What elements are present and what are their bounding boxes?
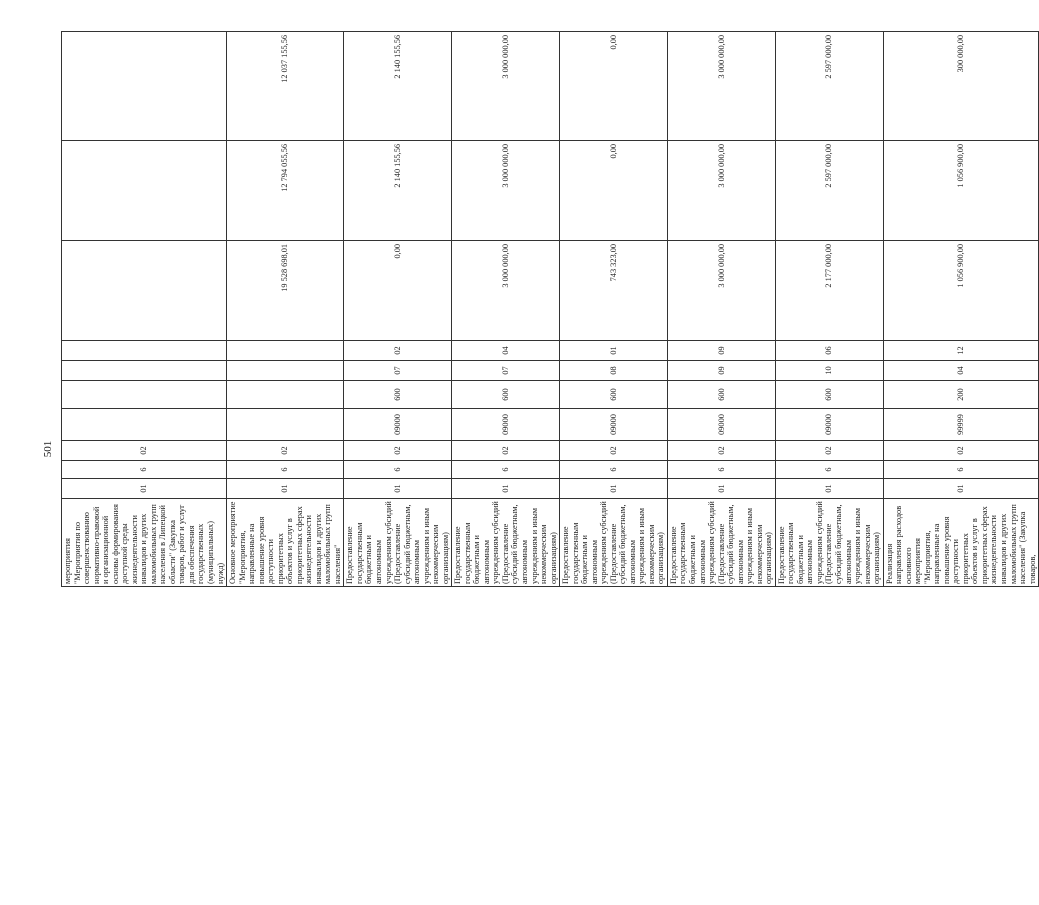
cell-description: Предоставление государственным бюджетным и автономным учреждениям субсидий (Предоставление субсидий бюджетным, автономным учреждениям и иным некоммерческим организациям) bbox=[344, 499, 452, 587]
cell-description: Основное мероприятие "Мероприятия, направленные на повышение уровня доступности приоритетных объектов и услуг в приоритетных сферах жизнедеятельности инвалидов и других маломобильных групп населения" bbox=[227, 499, 344, 587]
cell-value-1: 1 056 900,00 bbox=[883, 241, 1039, 341]
cell-code-1: 01 bbox=[883, 479, 1039, 499]
cell-code-1: 01 bbox=[452, 479, 560, 499]
cell-code-5: 600 bbox=[560, 381, 668, 409]
cell-description: Реализация направления расходов основного мероприятия "Мероприятия, направленные на повышение уровня доступности приоритетных объектов и услуг в приоритетных сферах жизнедеятельности инвалидов и других маломобильных групп населения" (Закупка товаров, bbox=[883, 499, 1039, 587]
cell-code-3: 02 bbox=[62, 441, 227, 461]
cell-description: мероприятия "Мероприятия по совершенствованию нормативно-правовой и организационной основы формирования доступной среды жизнедеятельности инвалидов и других маломобильных групп населения в Липецкой области" (Закупка товаров, работ и услуг для обеспечения государственных (муниципальных) нужд) bbox=[62, 499, 227, 587]
cell-code-5: 600 bbox=[667, 381, 775, 409]
cell-code-6 bbox=[62, 361, 227, 381]
cell-code-7: 09 bbox=[667, 341, 775, 361]
cell-code-4: 09000 bbox=[344, 409, 452, 441]
budget-table bbox=[61, 31, 1039, 587]
cell-code-7 bbox=[227, 341, 344, 361]
cell-code-2: 6 bbox=[62, 461, 227, 479]
cell-value-2: 3 000 000,00 bbox=[452, 141, 560, 241]
cell-code-6: 07 bbox=[344, 361, 452, 381]
cell-code-7: 01 bbox=[560, 341, 668, 361]
cell-code-6: 10 bbox=[775, 361, 883, 381]
cell-code-3: 02 bbox=[452, 441, 560, 461]
cell-value-2: 0,00 bbox=[560, 141, 668, 241]
cell-code-6: 09 bbox=[667, 361, 775, 381]
cell-code-2: 6 bbox=[775, 461, 883, 479]
cell-code-5 bbox=[227, 381, 344, 409]
cell-value-3 bbox=[62, 32, 227, 141]
cell-code-1: 01 bbox=[227, 479, 344, 499]
cell-value-2: 3 000 000,00 bbox=[667, 141, 775, 241]
cell-value-2: 1 056 900,00 bbox=[883, 141, 1039, 241]
cell-value-3: 2 597 000,00 bbox=[775, 32, 883, 141]
cell-description: Предоставление государственным бюджетным и автономным учреждениям субсидий (Предоставление субсидий бюджетным, автономным учреждениям и иным некоммерческим организациям) bbox=[667, 499, 775, 587]
cell-code-4 bbox=[62, 409, 227, 441]
cell-code-6 bbox=[227, 361, 344, 381]
table-row bbox=[227, 32, 344, 587]
cell-code-4: 99999 bbox=[883, 409, 1039, 441]
cell-value-3: 0,00 bbox=[560, 32, 668, 141]
cell-value-2: 2 140 155,56 bbox=[344, 141, 452, 241]
cell-value-3: 2 140 155,56 bbox=[344, 32, 452, 141]
budget-table-sheet bbox=[61, 32, 1037, 587]
cell-code-3: 02 bbox=[227, 441, 344, 461]
cell-value-1: 19 528 698,01 bbox=[227, 241, 344, 341]
table-row bbox=[452, 32, 560, 587]
cell-value-1: 743 323,00 bbox=[560, 241, 668, 341]
table-row bbox=[560, 32, 668, 587]
cell-value-2: 12 794 055,56 bbox=[227, 141, 344, 241]
cell-code-3: 02 bbox=[775, 441, 883, 461]
cell-code-5: 600 bbox=[344, 381, 452, 409]
cell-code-7: 06 bbox=[775, 341, 883, 361]
cell-code-1: 01 bbox=[775, 479, 883, 499]
table-row bbox=[344, 32, 452, 587]
cell-code-4: 09000 bbox=[452, 409, 560, 441]
cell-description: Предоставление государственным бюджетным и автономным учреждениям субсидий (Предоставление субсидий бюджетным, автономным учреждениям и иным некоммерческим организациям) bbox=[560, 499, 668, 587]
cell-code-4: 09000 bbox=[775, 409, 883, 441]
cell-code-5: 600 bbox=[775, 381, 883, 409]
cell-value-3: 3 000 000,00 bbox=[667, 32, 775, 141]
cell-code-5: 600 bbox=[452, 381, 560, 409]
cell-value-2 bbox=[62, 141, 227, 241]
cell-code-6: 07 bbox=[452, 361, 560, 381]
cell-value-3: 300 000,00 bbox=[883, 32, 1039, 141]
cell-code-7: 02 bbox=[344, 341, 452, 361]
cell-value-1: 3 000 000,00 bbox=[667, 241, 775, 341]
cell-code-3: 02 bbox=[883, 441, 1039, 461]
cell-value-1: 2 177 000,00 bbox=[775, 241, 883, 341]
cell-code-6: 08 bbox=[560, 361, 668, 381]
cell-code-5 bbox=[62, 381, 227, 409]
cell-code-1: 01 bbox=[667, 479, 775, 499]
cell-code-4: 09000 bbox=[667, 409, 775, 441]
cell-code-2: 6 bbox=[452, 461, 560, 479]
page-number: 501 bbox=[42, 440, 54, 458]
table-row bbox=[667, 32, 775, 587]
cell-code-1: 01 bbox=[62, 479, 227, 499]
cell-value-1: 0,00 bbox=[344, 241, 452, 341]
cell-code-7: 12 bbox=[883, 341, 1039, 361]
cell-code-2: 6 bbox=[344, 461, 452, 479]
cell-code-7: 04 bbox=[452, 341, 560, 361]
cell-code-5: 200 bbox=[883, 381, 1039, 409]
cell-value-3: 3 000 000,00 bbox=[452, 32, 560, 141]
cell-description: Предоставление государственным бюджетным и автономным учреждениям субсидий (Предоставление субсидий бюджетным, автономным учреждениям и иным некоммерческим организациям) bbox=[452, 499, 560, 587]
cell-description: Предоставление государственным бюджетным и автономным учреждениям субсидий (Предоставление субсидий бюджетным, автономным учреждениям и иным некоммерческим организациям) bbox=[775, 499, 883, 587]
cell-code-2: 6 bbox=[227, 461, 344, 479]
cell-code-6: 04 bbox=[883, 361, 1039, 381]
cell-value-1 bbox=[62, 241, 227, 341]
table-row bbox=[883, 32, 1039, 587]
cell-value-3: 12 037 155,56 bbox=[227, 32, 344, 141]
cell-code-2: 6 bbox=[667, 461, 775, 479]
cell-code-3: 02 bbox=[667, 441, 775, 461]
cell-code-1: 01 bbox=[344, 479, 452, 499]
table-row bbox=[62, 32, 227, 587]
cell-code-3: 02 bbox=[344, 441, 452, 461]
rotated-table-area bbox=[61, 32, 1037, 587]
cell-code-4 bbox=[227, 409, 344, 441]
cell-code-3: 02 bbox=[560, 441, 668, 461]
cell-code-4: 09000 bbox=[560, 409, 668, 441]
cell-code-1: 01 bbox=[560, 479, 668, 499]
cell-code-2: 6 bbox=[883, 461, 1039, 479]
cell-value-2: 2 597 000,00 bbox=[775, 141, 883, 241]
table-row bbox=[775, 32, 883, 587]
cell-code-2: 6 bbox=[560, 461, 668, 479]
cell-code-7 bbox=[62, 341, 227, 361]
cell-value-1: 3 000 000,00 bbox=[452, 241, 560, 341]
